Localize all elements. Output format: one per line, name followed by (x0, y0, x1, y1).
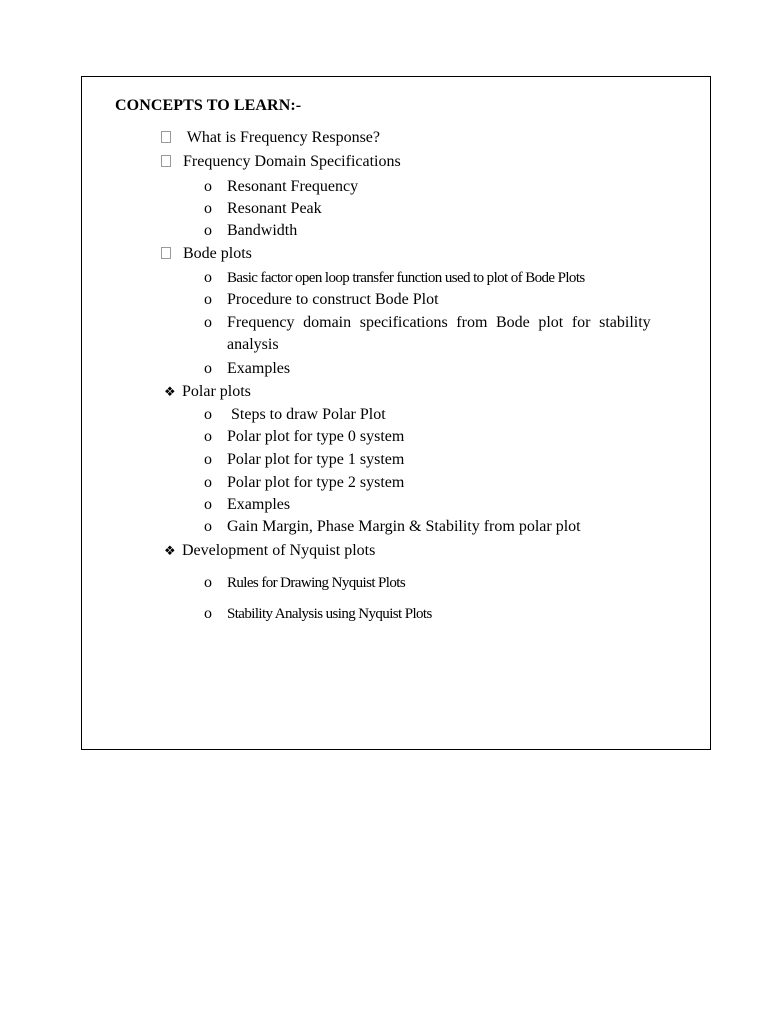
item-label: Resonant Frequency (227, 178, 359, 195)
circle-bullet-icon: o (204, 406, 212, 423)
list-item-resonant-peak (204, 199, 322, 219)
circle-bullet-icon: o (204, 474, 212, 491)
list-item-bode-specs-continued (227, 335, 279, 355)
list-item-nyquist-rules (204, 573, 405, 593)
square-bullet-icon (161, 247, 171, 259)
circle-bullet-icon: o (204, 428, 212, 445)
circle-bullet-icon: o (204, 178, 212, 195)
list-item-resonant-frequency (204, 177, 358, 197)
item-label: Development of Nyquist plots (182, 542, 376, 559)
list-item-polar-steps (204, 405, 386, 425)
item-label: Basic factor open loop transfer function used to plot of Bode Plots (227, 270, 585, 286)
list-item-bode-examples (204, 359, 290, 379)
circle-bullet-icon: o (204, 200, 212, 217)
circle-bullet-icon: o (204, 360, 212, 377)
list-item-polar-plots (164, 382, 251, 402)
list-item-bode-basic-factor (204, 268, 585, 288)
list-item-frequency-domain-specifications (160, 152, 401, 172)
list-item-polar-type1 (204, 450, 404, 470)
item-label: What is Frequency Response? (183, 129, 380, 146)
diamond-bullet-icon: ❖ (164, 384, 176, 399)
list-item-polar-margins (204, 517, 581, 537)
item-label: Bode plots (183, 245, 252, 262)
list-item-bode-procedure (204, 290, 439, 310)
circle-bullet-icon: o (204, 222, 212, 239)
item-label: Polar plot for type 0 system (227, 428, 405, 445)
circle-bullet-icon: o (204, 605, 212, 622)
square-bullet-icon (161, 131, 171, 143)
circle-bullet-icon: o (204, 518, 212, 535)
diamond-bullet-icon: ❖ (164, 543, 176, 558)
square-bullet-icon (161, 155, 171, 167)
item-label: Examples (227, 360, 291, 377)
circle-bullet-icon: o (204, 269, 212, 286)
list-item-bandwidth (204, 221, 297, 241)
circle-bullet-icon: o (204, 291, 212, 308)
item-label: Steps to draw Polar Plot (227, 406, 386, 423)
list-item-polar-type0 (204, 427, 404, 447)
item-label: Gain Margin, Phase Margin & Stability from polar plot (227, 518, 581, 535)
circle-bullet-icon: o (204, 451, 212, 468)
item-label: Polar plots (182, 383, 251, 400)
item-label: Bandwidth (227, 222, 298, 239)
list-item-bode-specs (204, 313, 651, 333)
list-item-polar-type2 (204, 473, 404, 493)
content-frame (81, 76, 711, 750)
item-label: Resonant Peak (227, 200, 322, 217)
list-item-bode-plots (160, 244, 252, 264)
circle-bullet-icon: o (204, 314, 212, 331)
list-item-frequency-response (160, 128, 380, 148)
item-label: Polar plot for type 1 system (227, 451, 405, 468)
item-label: Polar plot for type 2 system (227, 474, 405, 491)
item-label: Stability Analysis using Nyquist Plots (227, 606, 432, 622)
item-label: analysis (227, 336, 279, 353)
circle-bullet-icon: o (204, 574, 212, 591)
list-item-nyquist-development (164, 541, 375, 561)
item-label: Frequency Domain Specifications (183, 153, 401, 170)
list-item-nyquist-stability (204, 604, 432, 624)
item-label: Procedure to construct Bode Plot (227, 291, 439, 308)
item-label: Rules for Drawing Nyquist Plots (227, 575, 406, 591)
circle-bullet-icon: o (204, 496, 212, 513)
section-heading: CONCEPTS TO LEARN:- (115, 97, 302, 114)
list-item-polar-examples (204, 495, 290, 515)
item-label: Frequency domain specifications from Bode plot for stability (227, 314, 651, 331)
item-label: Examples (227, 496, 291, 513)
